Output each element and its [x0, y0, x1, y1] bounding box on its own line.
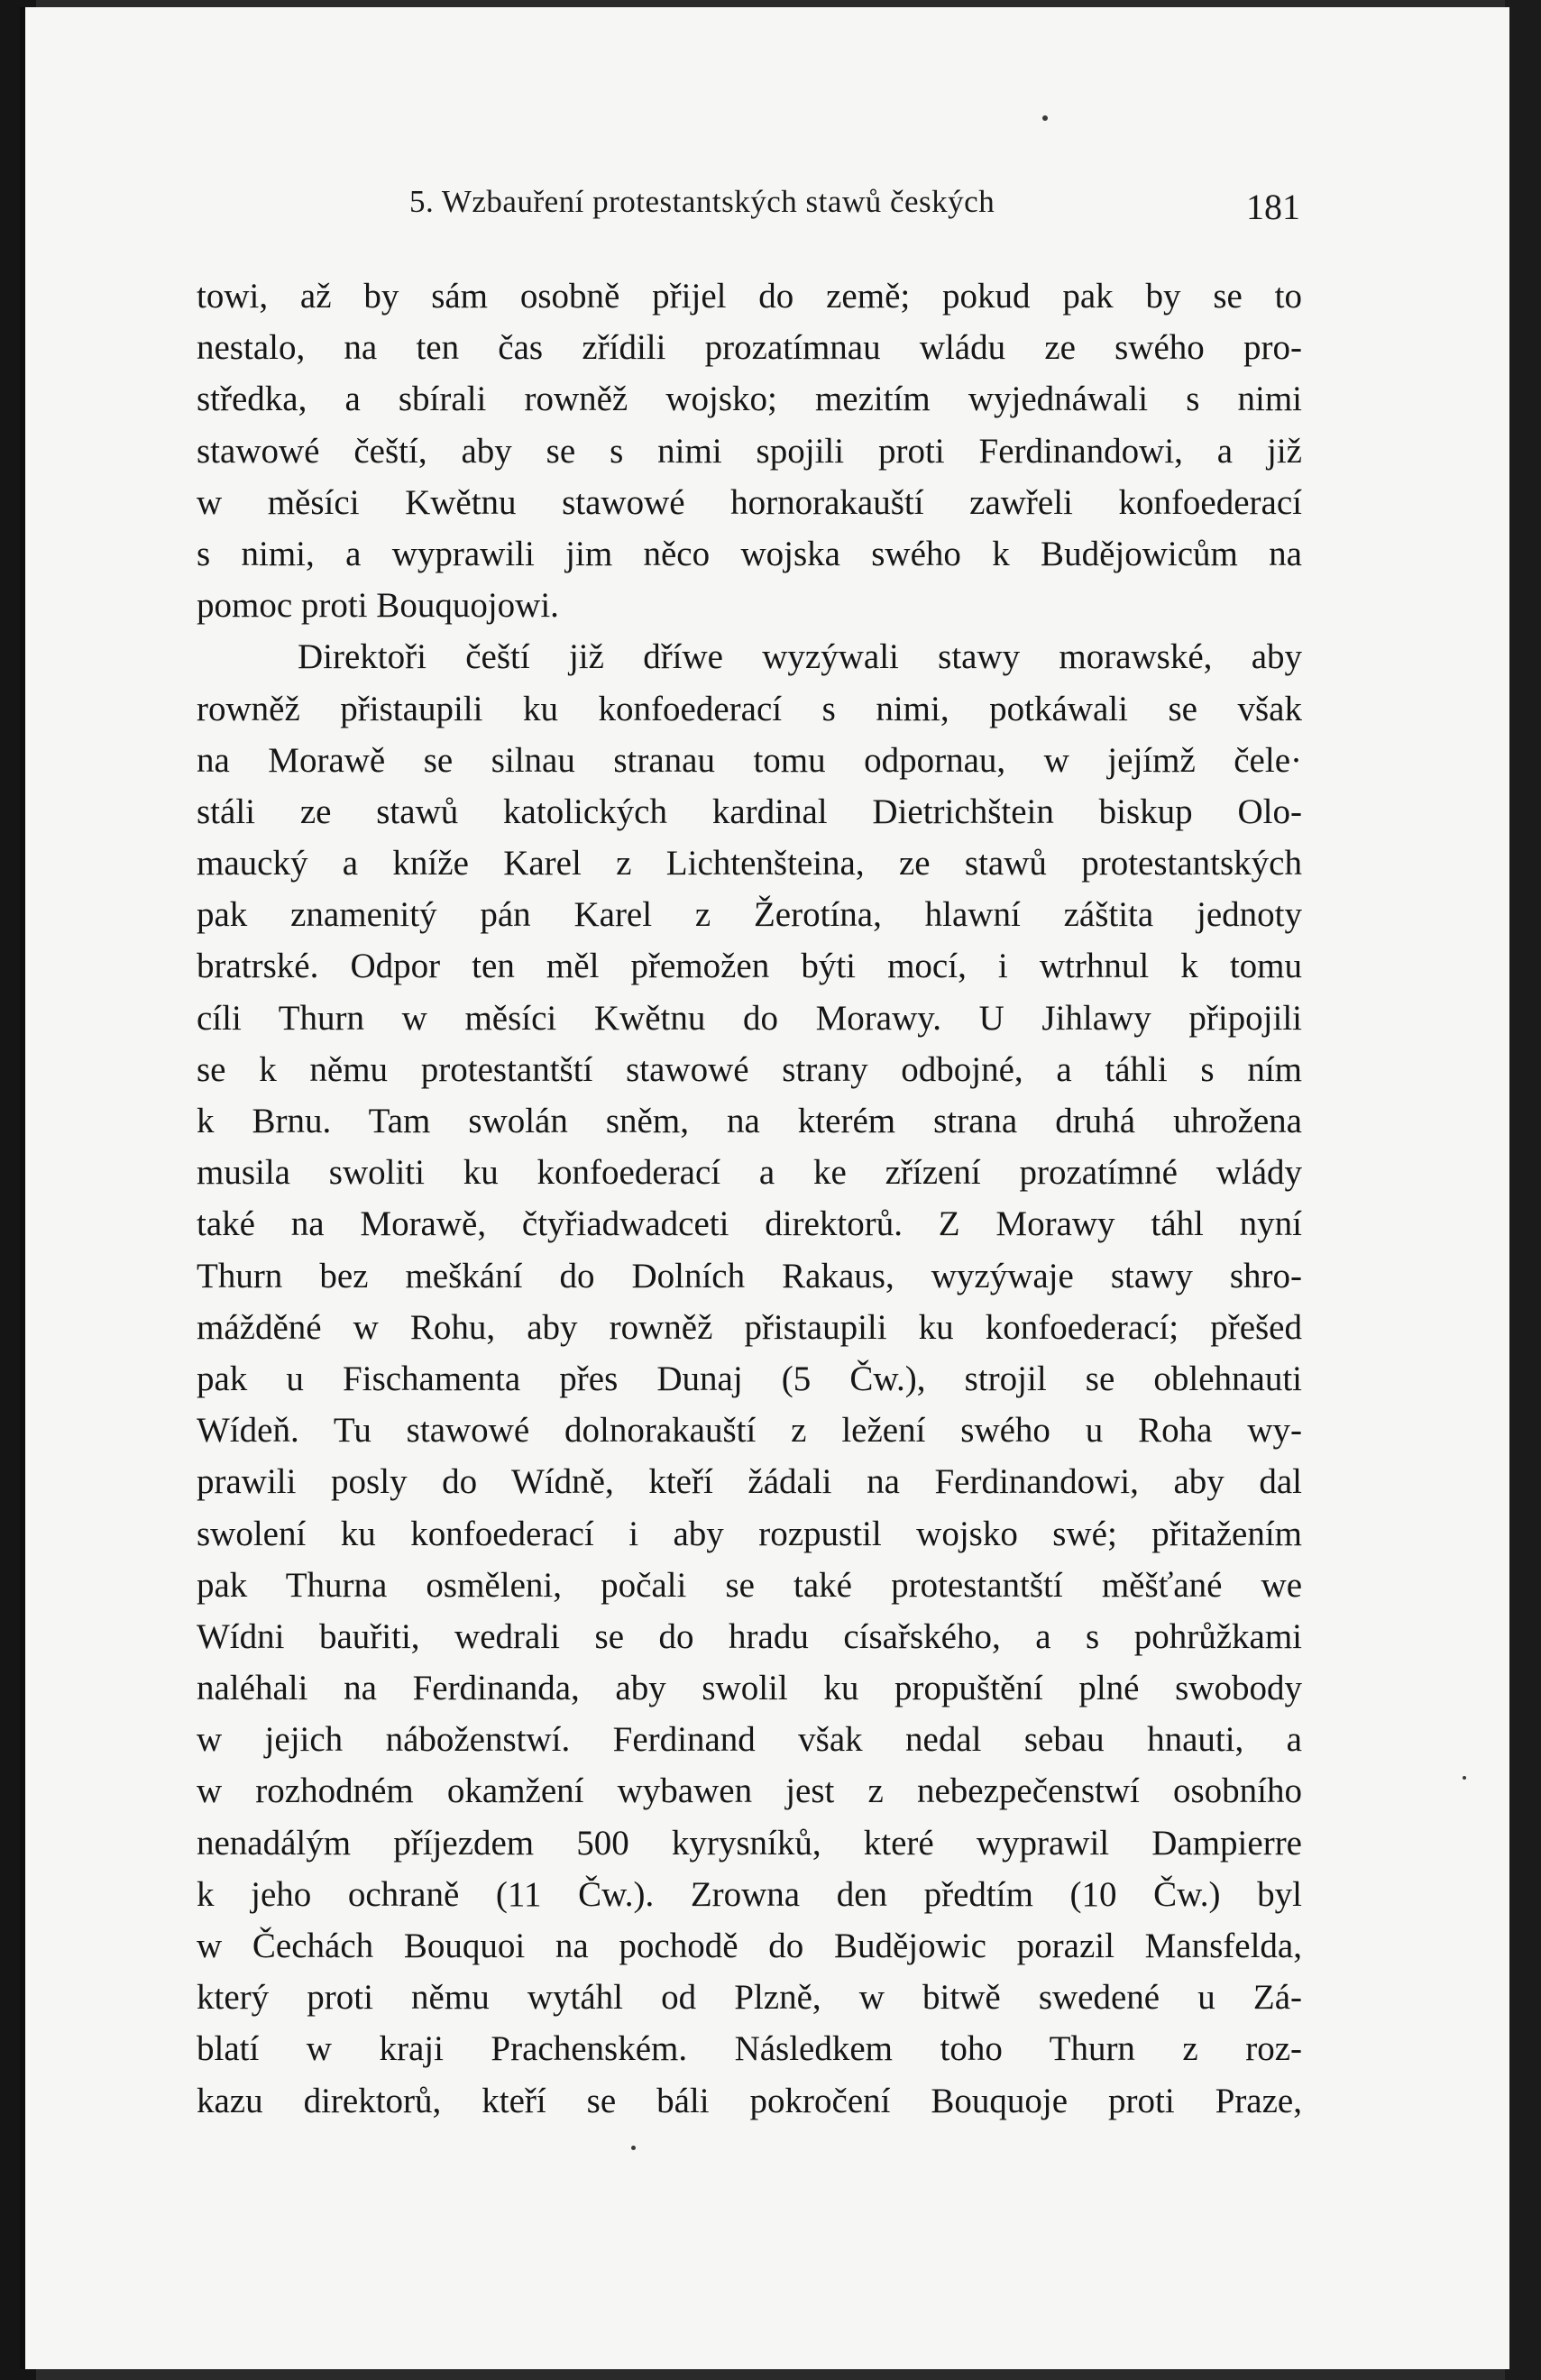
text-line: stáli ze stawů katolických kardinal Dietrichštein biskup Olo- [197, 792, 1302, 831]
text-line: pomoc proti Bouquojowi. [197, 586, 559, 626]
text-line: s nimi, a wyprawili jim něco wojska swého k Budějowicům na [197, 534, 1302, 573]
scan-right-edge [1505, 0, 1541, 2380]
text-line: bratrské. Odpor ten měl přemožen býti mocí, i wtrhnul k tomu [197, 947, 1302, 986]
text-line: Wídni bauřiti, wedrali se do hradu císařského, a s pohrůžkami [197, 1616, 1302, 1656]
text-line: Direktoři čeští již dříwe wyzýwali stawy morawské, aby [298, 637, 1302, 677]
text-line: pak znamenitý pán Karel z Žerotína, hlawní záštita jednoty [197, 895, 1302, 935]
text-line: stawowé čeští, aby se s nimi spojili proti Ferdinandowi, a již [197, 431, 1302, 471]
text-line: také na Morawě, čtyřiadwadceti direktorů. Z Morawy táhl nyní [197, 1204, 1302, 1244]
text-line: pak Thurna osměleni, počali se také protestantští měšťané we [197, 1565, 1302, 1605]
text-line: towi, až by sám osobně přijel do země; pokud pak by se to [197, 277, 1302, 316]
body-text [197, 270, 1302, 2127]
text-line: w měsíci Kwětnu stawowé hornorakauští zawřeli konfoederací [197, 482, 1302, 522]
text-line: maucký a kníže Karel z Lichtenšteina, ze stawů protestantských [197, 844, 1302, 883]
text-line: Wídeň. Tu stawowé dolnorakauští z ležení swého u Roha wy- [197, 1411, 1302, 1451]
ink-speck [631, 2146, 636, 2150]
running-head: 5. Wzbauření protestantských stawů českých [409, 184, 995, 219]
text-line: který proti němu wytáhl od Plzně, w bitwě swedené u Zá- [197, 1978, 1302, 2018]
text-line: mážděné w Rohu, aby rowněž přistaupili ku konfoederací; přešed [197, 1307, 1302, 1347]
text-line: kazu direktorů, kteří se báli pokročení Bouquoje proti Praze, [197, 2081, 1302, 2120]
text-line: na Morawě se silnau stranau tomu odpornau, w jejímž čele· [197, 740, 1302, 780]
text-line: se k němu protestantští stawowé strany odbojné, a táhli s ním [197, 1049, 1302, 1089]
page-number: 181 [1246, 187, 1300, 227]
text-line: nenadálým příjezdem 500 kyrysníků, které wyprawil Dampierre [197, 1823, 1302, 1863]
text-line: swolení ku konfoederací i aby rozpustil wojsko swé; přitažením [197, 1514, 1302, 1553]
text-line: pak u Fischamenta přes Dunaj (5 Čw.), strojil se oblehnauti [197, 1359, 1302, 1398]
text-line: blatí w kraji Prachenském. Následkem toho Thurn z roz- [197, 2029, 1302, 2069]
page-header [390, 177, 1300, 231]
text-line: musila swoliti ku konfoederací a ke zřízení prozatímné wlády [197, 1153, 1302, 1193]
text-line: rowněž přistaupili ku konfoederací s nimi, potkáwali se však [197, 689, 1302, 728]
text-line: w rozhodném okamžení wybawen jest z nebezpečenstwí osobního [197, 1771, 1302, 1811]
text-line: cíli Thurn w měsíci Kwětnu do Morawy. U Jihlawy připojili [197, 998, 1302, 1038]
text-line: k Brnu. Tam swolán sněm, na kterém strana druhá uhrožena [197, 1102, 1302, 1140]
text-line: nestalo, na ten čas zřídili prozatímnau wládu ze swého pro- [197, 328, 1302, 368]
text-line: naléhali na Ferdinanda, aby swolil ku propuštění plné swobody [197, 1669, 1302, 1708]
text-line: w jejich náboženstwí. Ferdinand však nedal sebau hnauti, a [197, 1720, 1302, 1760]
text-line: prawili posly do Wídně, kteří žádali na Ferdinandowi, aby dal [197, 1462, 1302, 1502]
text-line: w Čechách Bouquoi na pochodě do Budějowic porazil Mansfelda, [197, 1927, 1302, 1965]
text-line: středka, a sbírali rowněž wojsko; mezitím wyjednáwali s nimi [197, 380, 1302, 419]
text-line: Thurn bez meškání do Dolních Rakaus, wyzýwaje stawy shro- [197, 1256, 1302, 1295]
ink-speck [1042, 115, 1048, 121]
text-line: k jeho ochraně (11 Čw.). Zrowna den předtím (10 Čw.) byl [197, 1874, 1302, 1914]
ink-speck [1463, 1776, 1466, 1780]
